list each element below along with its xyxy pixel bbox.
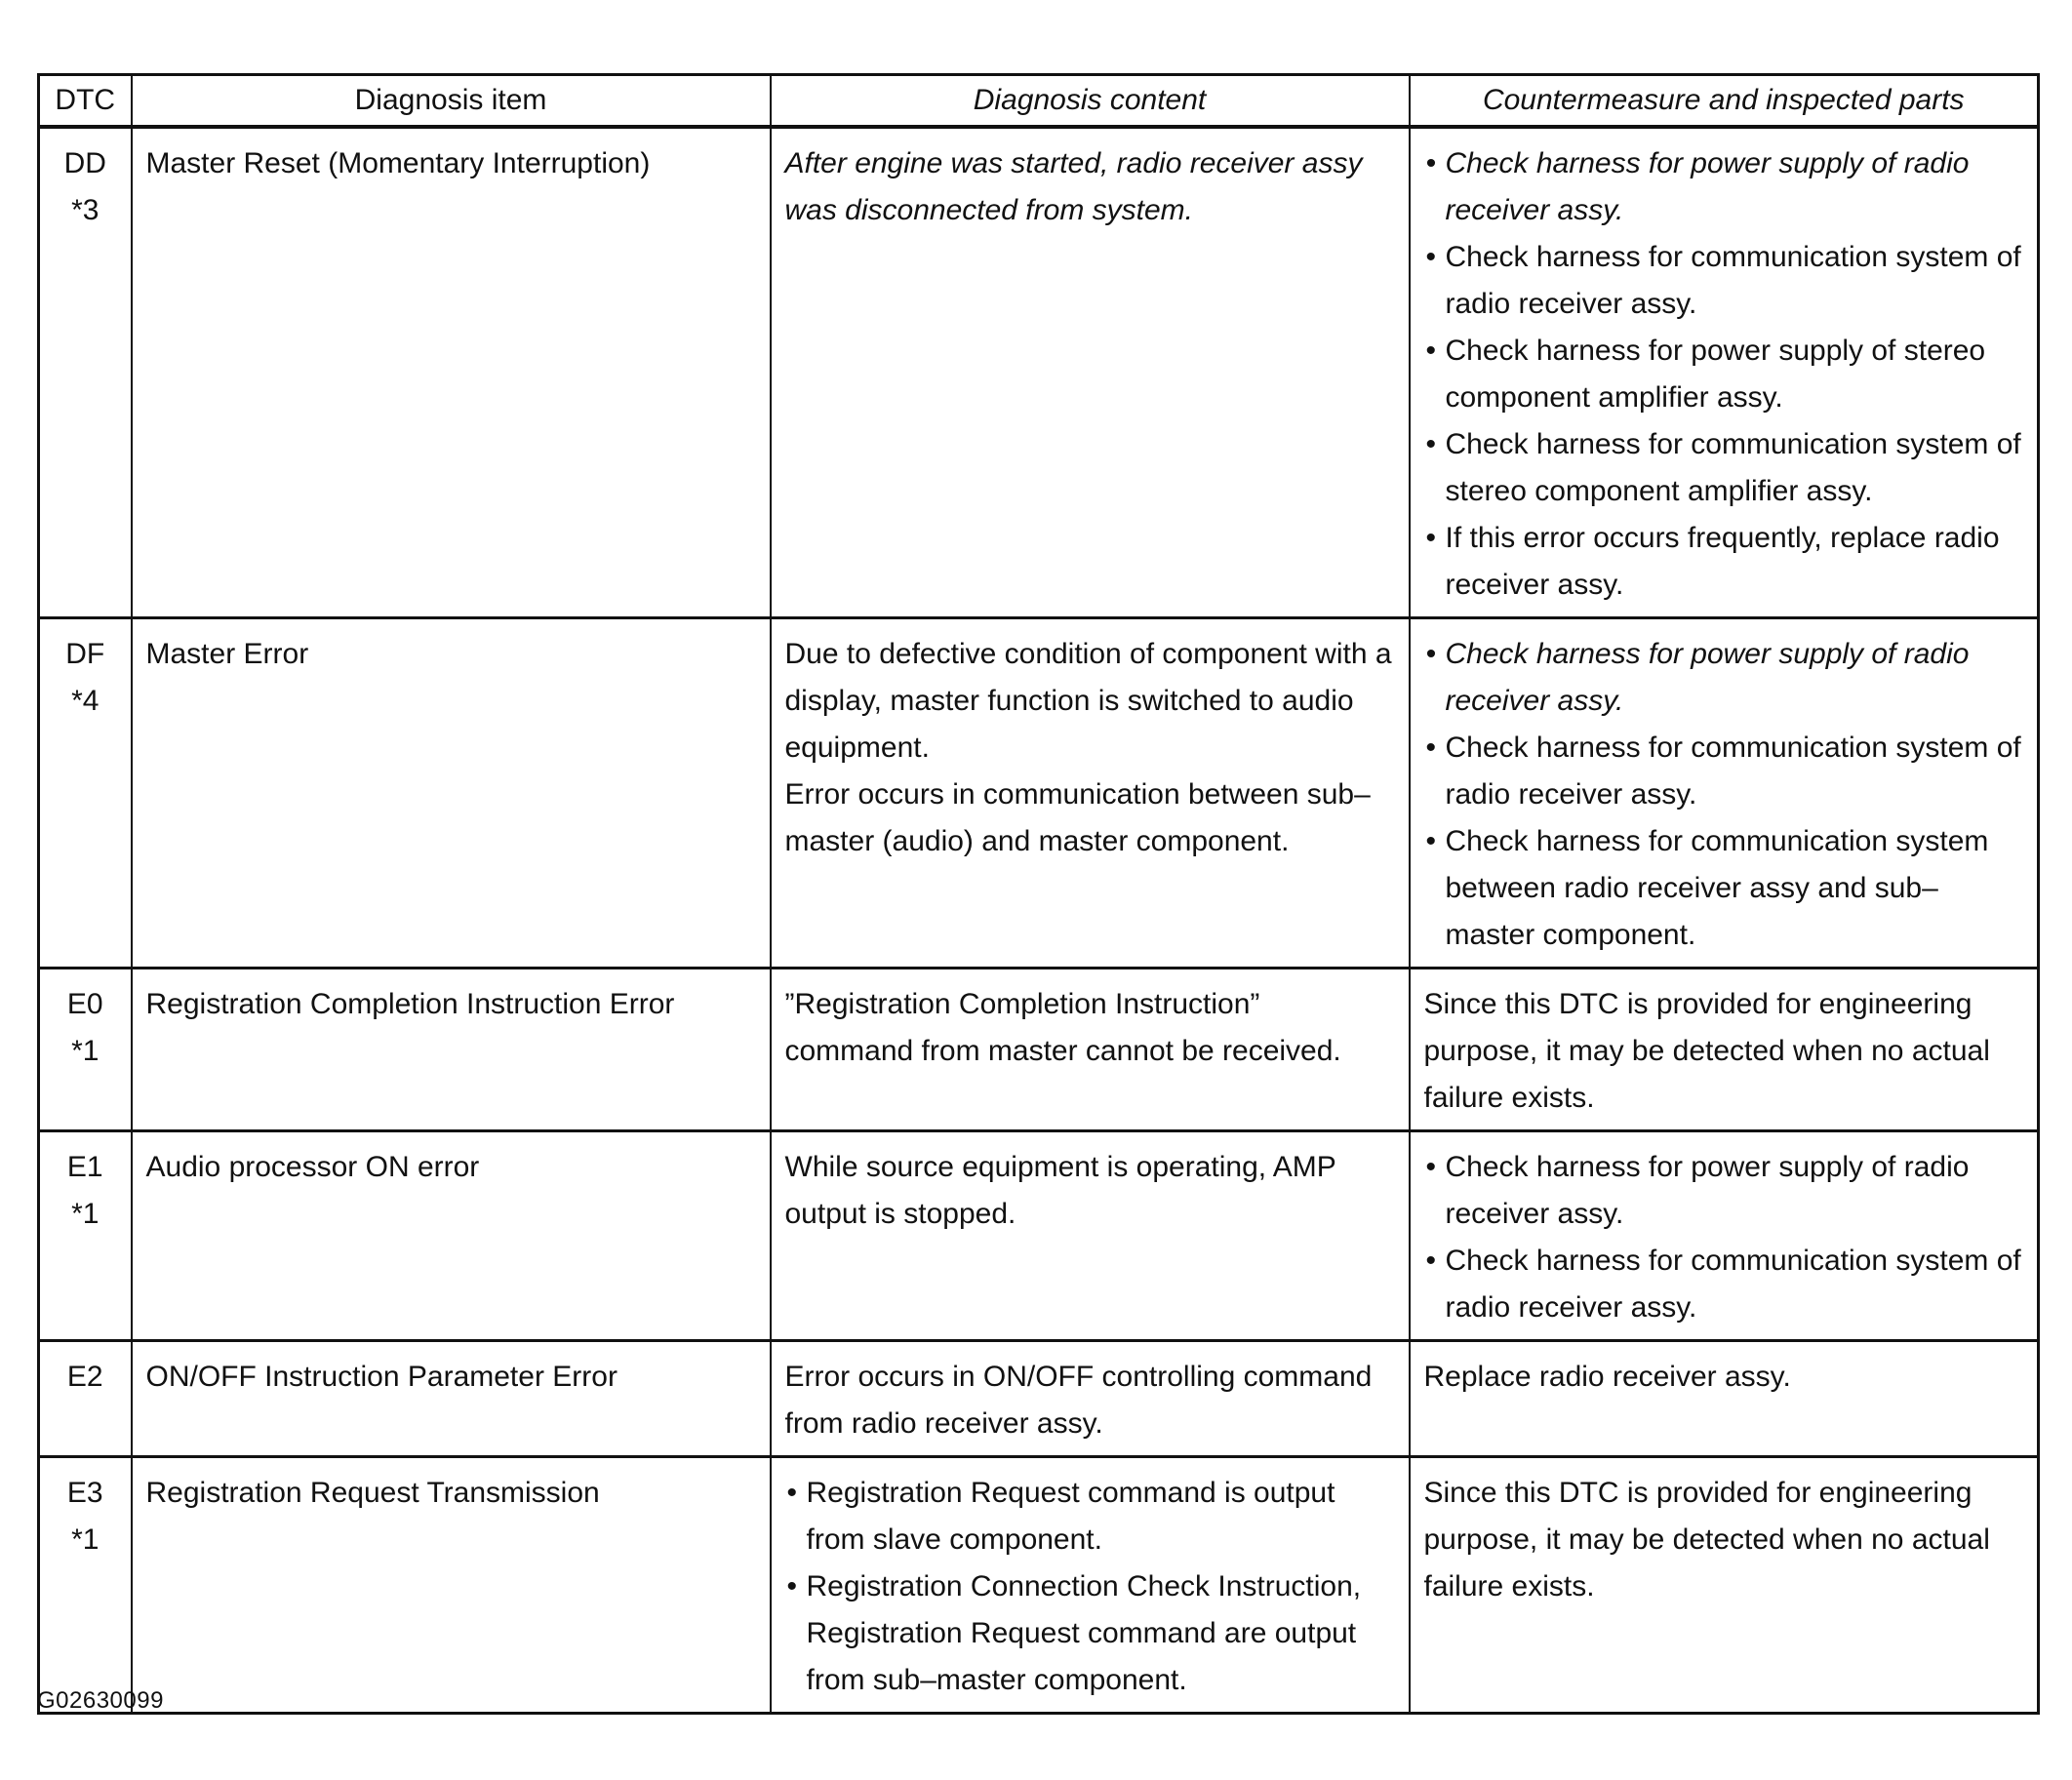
countermeasure-cell [1410, 1457, 2039, 1714]
header-diagnosis-content: Diagnosis content [771, 75, 1410, 128]
countermeasure-cell [1410, 969, 2039, 1131]
dtc-code: E3 [66, 1477, 103, 1509]
table-row [39, 1131, 2039, 1341]
header-diagnosis-item: Diagnosis item [132, 75, 771, 128]
diagnosis-content-cell [771, 618, 1410, 969]
countermeasure-item: • Check harness for communication system of stereo component amplifier assy. [1424, 421, 2024, 515]
diagnosis-item-cell [132, 1457, 771, 1714]
countermeasure-item: • If this error occurs frequently, replace radio receiver assy. [1424, 515, 2024, 609]
dtc-code-cell [39, 127, 132, 618]
diagnosis-content-item: • Registration Request command is output from slave component. [785, 1470, 1395, 1563]
dtc-note: *1 [71, 1523, 100, 1556]
diagnosis-content-item: • Registration Connection Check Instruction, Registration Request command are output from sub–master component. [785, 1563, 1395, 1704]
countermeasure-text: Since this DTC is provided for engineering purpose, it may be detected when no actual failure exists. [1423, 988, 1990, 1114]
countermeasure-item: • Check harness for communication system of radio receiver assy. [1424, 725, 2024, 818]
dtc-note: *4 [71, 685, 100, 717]
dtc-document [37, 73, 2037, 1715]
countermeasure-item: • Check harness for communication system of radio receiver assy. [1424, 234, 2024, 328]
figure-id: G02630099 [37, 1687, 164, 1714]
diagnosis-content-cell [771, 1457, 1410, 1714]
countermeasure-list [1424, 1144, 2024, 1331]
header-dtc: DTC [39, 75, 132, 128]
diagnosis-item: Audio processor ON error [145, 1151, 480, 1183]
dtc-note: *1 [71, 1198, 100, 1230]
diagnosis-content-line: Due to defective condition of component with a display, master function is switched to audio equipment. [784, 638, 1392, 764]
dtc-code-cell [39, 1341, 132, 1457]
diagnosis-item-cell [132, 1131, 771, 1341]
dtc-code: E1 [66, 1151, 103, 1183]
table-row [39, 1341, 2039, 1457]
countermeasure-item: • Check harness for power supply of stereo component amplifier assy. [1424, 328, 2024, 421]
dtc-code-cell [39, 1457, 132, 1714]
countermeasure-item: • Check harness for power supply of radio receiver assy. [1424, 140, 2024, 234]
diagnosis-item: Master Reset (Momentary Interruption) [145, 147, 651, 179]
table-row [39, 969, 2039, 1131]
diagnosis-item: Master Error [145, 638, 309, 670]
diagnosis-content-line: ”Registration Completion Instruction” command from master cannot be received. [784, 988, 1341, 1067]
countermeasure-cell [1410, 1341, 2039, 1457]
diagnosis-content-line: After engine was started, radio receiver assy was disconnected from system. [784, 147, 1363, 226]
dtc-code-cell [39, 618, 132, 969]
table-row [39, 1457, 2039, 1714]
countermeasure-text: Since this DTC is provided for engineering purpose, it may be detected when no actual failure exists. [1423, 1477, 1990, 1602]
countermeasure-cell [1410, 618, 2039, 969]
diagnosis-content-cell [771, 969, 1410, 1131]
countermeasure-cell [1410, 1131, 2039, 1341]
diagnosis-content-line: Error occurs in ON/OFF controlling command from radio receiver assy. [784, 1361, 1373, 1440]
diagnosis-item-cell [132, 127, 771, 618]
table-row [39, 127, 2039, 618]
header-countermeasure: Countermeasure and inspected parts [1410, 75, 2039, 128]
dtc-code: DD [63, 147, 106, 179]
diagnosis-item: ON/OFF Instruction Parameter Error [145, 1361, 618, 1393]
diagnosis-item-cell [132, 1341, 771, 1457]
countermeasure-item: • Check harness for power supply of radio receiver assy. [1424, 1144, 2024, 1238]
diagnosis-content-cell [771, 1341, 1410, 1457]
dtc-note: *1 [71, 1035, 100, 1067]
dtc-code: E2 [66, 1361, 103, 1393]
table-header-row [39, 75, 2039, 128]
countermeasure-item: • Check harness for communication system of radio receiver assy. [1424, 1238, 2024, 1331]
diagnosis-content-line: While source equipment is operating, AMP output is stopped. [784, 1151, 1336, 1230]
diagnosis-content-cell [771, 1131, 1410, 1341]
dtc-code-cell [39, 969, 132, 1131]
dtc-code: DF [65, 638, 105, 670]
dtc-code-cell [39, 1131, 132, 1341]
countermeasure-cell [1410, 127, 2039, 618]
countermeasure-item: • Check harness for communication system between radio receiver assy and sub–master component. [1424, 818, 2024, 959]
countermeasure-list [1424, 140, 2024, 609]
diagnosis-item-cell [132, 618, 771, 969]
dtc-note: *3 [71, 194, 100, 226]
countermeasure-text: Replace radio receiver assy. [1423, 1361, 1791, 1393]
diagnosis-item: Registration Completion Instruction Error [145, 988, 675, 1020]
diagnosis-content-line: Error occurs in communication between sub–master (audio) and master component. [784, 778, 1371, 857]
diagnosis-content-list [785, 1470, 1395, 1704]
diagnosis-content-cell [771, 127, 1410, 618]
diagnosis-item: Registration Request Transmission [145, 1477, 600, 1509]
table-row [39, 618, 2039, 969]
dtc-table [37, 73, 2040, 1715]
countermeasure-item: • Check harness for power supply of radio receiver assy. [1424, 631, 2024, 725]
dtc-code: E0 [66, 988, 103, 1020]
countermeasure-list [1424, 631, 2024, 959]
diagnosis-item-cell [132, 969, 771, 1131]
